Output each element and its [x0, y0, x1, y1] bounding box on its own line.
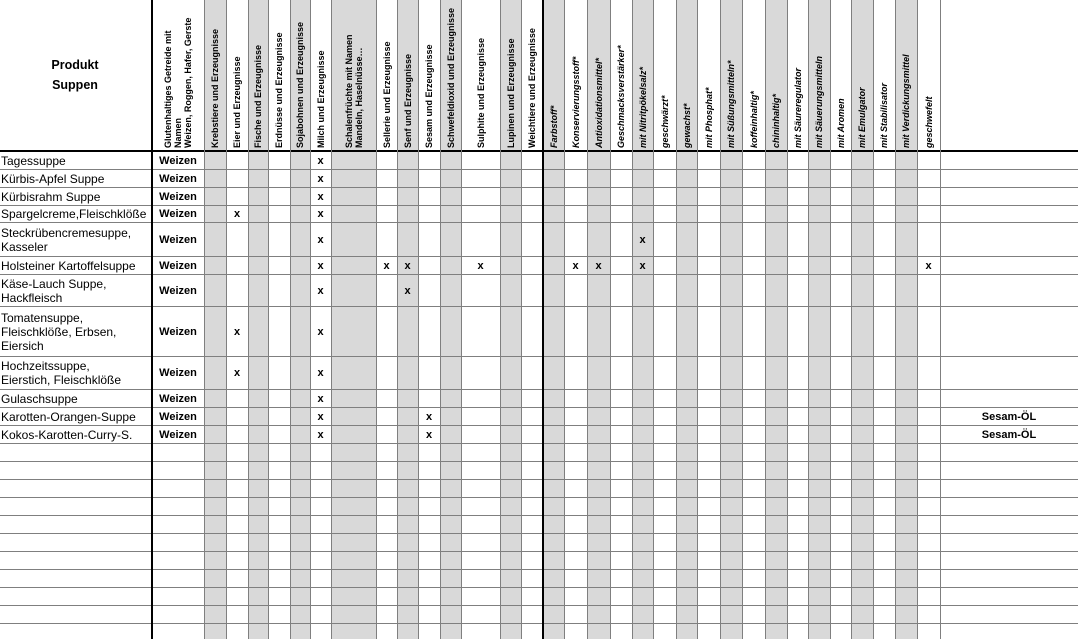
- column-header: mit Aromen: [835, 98, 846, 148]
- column-header: mit Phosphat*: [703, 87, 714, 148]
- column-divider: [940, 0, 941, 639]
- column-header: Antioxidationsmittel*: [593, 57, 604, 148]
- product-name: Kürbis-Apfel Suppe: [1, 171, 105, 186]
- column-header: chininhaltig*: [771, 94, 781, 148]
- allergen-mark: x: [317, 259, 324, 272]
- gluten-value: Weizen: [159, 410, 197, 423]
- column-header: Schalenfrüchte mit Namen Mandeln, Haselnüsse…: [343, 34, 364, 148]
- column-header: Senf und Erzeugnisse: [402, 53, 413, 148]
- column-header: mit Nitritpökelsalz*: [637, 66, 648, 148]
- column-header: Milch und Erzeugnisse: [315, 50, 326, 148]
- allergen-mark: x: [317, 367, 324, 379]
- product-name: Käse-Lauch Suppe, Hackfleisch: [1, 276, 107, 305]
- gluten-value: Weizen: [159, 428, 197, 441]
- allergen-mark: x: [317, 154, 324, 167]
- column-header: mit Säuerungsmitteln: [814, 55, 824, 148]
- column-header: Krebstiere und Erzeugnisse: [210, 28, 220, 148]
- column-header: Sojabohnen und Erzeugnisse: [295, 21, 305, 148]
- allergen-mark: x: [317, 172, 324, 185]
- column-header: Sulphite und Erzeugnisse: [475, 37, 486, 148]
- product-name: Steckrübencremesuppe, Kasseler: [1, 225, 132, 254]
- column-header: gewachst*: [681, 103, 692, 148]
- column-header: Weichtiere und Erzeugnisse: [527, 28, 537, 148]
- product-name: Tagessuppe: [1, 153, 66, 168]
- product-name: Spargelcreme,Fleischklöße: [1, 207, 147, 221]
- allergen-mark: x: [317, 325, 324, 338]
- column-header: Glutenhaltiges Getreide mit Namen Weizen, Roggen, Hafer, Gerste: [163, 17, 193, 148]
- product-name: Kürbisrahm Suppe: [1, 189, 101, 204]
- allergen-mark: x: [404, 259, 411, 272]
- column-header: Sellerie und Erzeugnisse: [381, 41, 392, 148]
- column-header: Sesam und Erzeugnisse: [424, 44, 434, 148]
- column-header: Erdnüsse und Erzeugnisse: [274, 32, 284, 148]
- allergen-mark: x: [317, 392, 324, 405]
- allergen-mark: x: [572, 259, 579, 272]
- gluten-value: Weizen: [159, 208, 197, 220]
- column-header: Eier und Erzeugnisse: [232, 56, 242, 148]
- product-header: [0, 0, 150, 150]
- allergen-mark: x: [317, 410, 324, 423]
- allergen-mark: x: [639, 259, 646, 272]
- gluten-value: Weizen: [159, 172, 197, 185]
- gluten-value: Weizen: [159, 190, 197, 203]
- allergen-mark: x: [317, 190, 324, 203]
- allergen-mark: x: [925, 259, 932, 272]
- gluten-value: Weizen: [159, 284, 197, 297]
- allergen-mark: x: [477, 259, 484, 272]
- extra-note: Sesam-ÖL: [981, 428, 1037, 441]
- product-name: Tomatensuppe, Fleischklöße, Erbsen, Eiersich: [1, 310, 117, 353]
- gluten-value: Weizen: [159, 325, 197, 338]
- allergen-mark: x: [595, 259, 602, 272]
- column-header: mit Stabilisator: [879, 82, 889, 148]
- gluten-value: Weizen: [159, 367, 197, 379]
- product-name: Gulaschsuppe: [1, 391, 78, 406]
- product-header-line2: Suppen: [52, 78, 98, 92]
- gluten-value: Weizen: [159, 392, 197, 405]
- allergen-mark: x: [404, 284, 411, 297]
- allergen-mark: x: [383, 259, 390, 272]
- allergen-mark: x: [233, 325, 241, 338]
- product-name: Kokos-Karotten-Curry-S.: [1, 427, 133, 442]
- allergen-mark: x: [317, 284, 324, 297]
- allergen-mark: x: [317, 208, 324, 220]
- product-name: Karotten-Orangen-Suppe: [1, 409, 136, 424]
- column-header: Fische und Erzeugnisse: [253, 44, 263, 148]
- product-name: Holsteiner Kartoffelsuppe: [1, 258, 136, 273]
- column-header: Farbstoff*: [548, 105, 559, 148]
- column-header: mit Verdickungsmittel: [901, 54, 911, 148]
- column-header: Schwefeldioxid und Erzeugnisse: [445, 7, 456, 148]
- column-header: mit Emulgator: [857, 87, 867, 148]
- gluten-value: Weizen: [159, 154, 197, 167]
- column-header: Geschmacksverstärker*: [616, 45, 626, 148]
- allergen-mark: x: [317, 428, 324, 441]
- allergen-mark: x: [425, 428, 433, 441]
- gluten-value: Weizen: [159, 259, 197, 272]
- gluten-value: Weizen: [159, 233, 197, 246]
- column-header: mit Süßungsmitteln*: [726, 60, 736, 148]
- column-header: geschwefelt: [923, 96, 934, 148]
- column-header: Konservierungsstoff*: [570, 56, 581, 148]
- allergen-mark: x: [425, 410, 433, 423]
- column-header: geschwärzt*: [659, 95, 670, 148]
- allergen-mark: x: [233, 367, 241, 379]
- allergen-mark: x: [639, 233, 646, 246]
- column-header: Lupinen und Erzeugnisse: [505, 38, 516, 148]
- product-header-line1: Produkt: [51, 58, 99, 72]
- column-header: mit Säureregulator: [792, 67, 803, 148]
- column-header: koffeinhaltig*: [748, 91, 759, 148]
- allergen-mark: x: [317, 233, 324, 246]
- allergen-mark: x: [233, 208, 241, 220]
- extra-note: Sesam-ÖL: [981, 410, 1037, 423]
- product-name: Hochzeitssuppe, Eierstich, Fleischklöße: [1, 359, 122, 387]
